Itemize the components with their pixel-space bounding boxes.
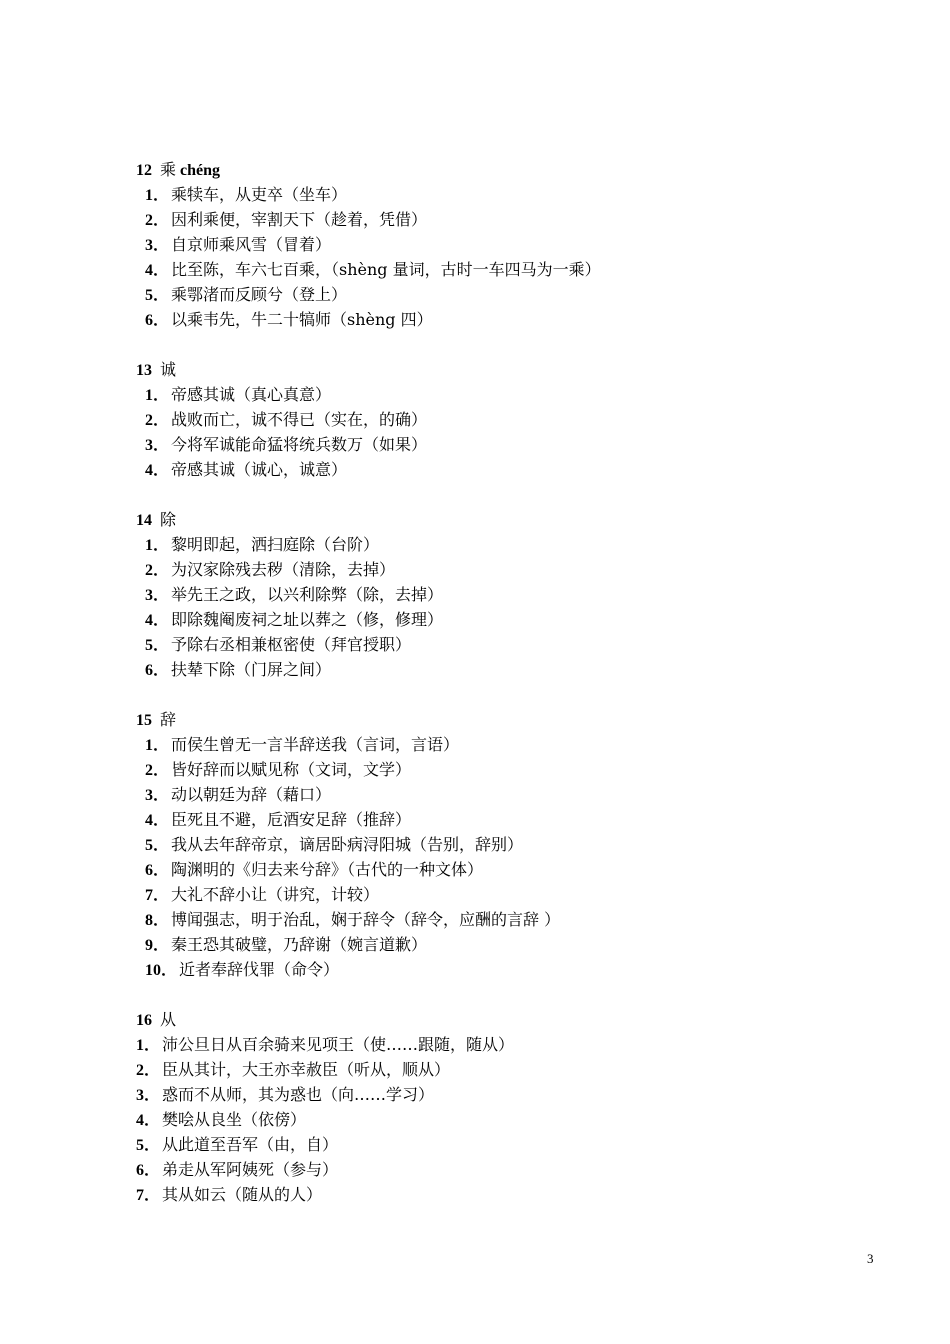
sense-list xyxy=(136,182,896,332)
sense-number: 10． xyxy=(145,962,178,979)
sense-number: 5． xyxy=(145,637,170,654)
sense-list xyxy=(136,382,896,482)
sense-number: 2． xyxy=(145,762,170,779)
sense-item xyxy=(136,457,896,482)
sense-text: 扶辇下除（门屏之间） xyxy=(171,660,332,679)
sense-item xyxy=(136,207,896,232)
sense-item xyxy=(136,1182,896,1207)
sense-item xyxy=(136,182,896,207)
sense-number: 3． xyxy=(145,787,170,804)
sense-item xyxy=(136,807,896,832)
sense-number: 2． xyxy=(145,212,170,229)
sense-item xyxy=(136,1082,896,1107)
sense-number: 9． xyxy=(145,937,170,954)
sense-number: 3． xyxy=(145,237,170,254)
sense-text: 近者奉辞伐罪（命令） xyxy=(179,960,340,979)
entry-heading xyxy=(136,707,896,732)
sense-item xyxy=(136,1107,896,1132)
sense-item xyxy=(136,1032,896,1057)
sense-number: 4． xyxy=(145,262,170,279)
sense-item xyxy=(136,732,896,757)
sense-text: 乘犊车，从吏卒（坐车） xyxy=(171,185,348,204)
sense-item xyxy=(136,782,896,807)
sense-number: 1． xyxy=(145,187,170,204)
sense-text: 帝感其诚（诚心，诚意） xyxy=(171,460,348,479)
sense-text: 从此道至吾军（由，自） xyxy=(162,1135,339,1154)
dictionary-entry xyxy=(136,1007,896,1207)
sense-text: 我从去年辞帝京，谪居卧病浔阳城（告别，辞别） xyxy=(171,835,524,854)
sense-text: 黎明即起，洒扫庭除（台阶） xyxy=(171,535,380,554)
entry-character: 乘 xyxy=(160,160,177,179)
sense-text: 比至陈，车六七百乘，（shèng 量词，古时一车四马为一乘） xyxy=(171,260,601,279)
sense-text: 而侯生曾无一言半辞送我（言词，言语） xyxy=(171,735,460,754)
sense-item xyxy=(136,757,896,782)
sense-number: 2． xyxy=(136,1062,161,1079)
sense-number: 8． xyxy=(145,912,170,929)
sense-number: 1． xyxy=(145,387,170,404)
sense-item xyxy=(136,957,896,982)
sense-text: 沛公旦日从百余骑来见项王（使……跟随，随从） xyxy=(162,1035,515,1054)
page-number: 3 xyxy=(867,1251,874,1266)
sense-item xyxy=(136,1157,896,1182)
sense-text: 弟走从军阿姨死（参与） xyxy=(162,1160,339,1179)
sense-number: 4． xyxy=(145,812,170,829)
sense-item xyxy=(136,382,896,407)
sense-text: 乘鄂渚而反顾兮（登上） xyxy=(171,285,348,304)
sense-text: 秦王恐其破璧，乃辞谢（婉言道歉） xyxy=(171,935,428,954)
sense-number: 2． xyxy=(145,412,170,429)
sense-text: 帝感其诚（真心真意） xyxy=(171,385,332,404)
sense-text: 博闻强志，明于治乱，娴于辞令（辞令，应酬的言辞 ） xyxy=(171,910,561,929)
entry-heading xyxy=(136,157,896,182)
sense-text: 予除右丞相兼枢密使（拜官授职） xyxy=(171,635,412,654)
sense-item xyxy=(136,907,896,932)
sense-item xyxy=(136,407,896,432)
entry-pinyin: chéng xyxy=(180,162,221,179)
sense-number: 5． xyxy=(145,287,170,304)
sense-text: 战败而亡，诚不得已（实在，的确） xyxy=(171,410,428,429)
sense-text: 因利乘便，宰割天下（趁着，凭借） xyxy=(171,210,428,229)
sense-text: 动以朝廷为辞（藉口） xyxy=(171,785,332,804)
dictionary-entry xyxy=(136,357,896,482)
sense-number: 1． xyxy=(145,737,170,754)
entry-heading xyxy=(136,507,896,532)
sense-text: 臣死且不避，卮酒安足辞（推辞） xyxy=(171,810,412,829)
sense-item xyxy=(136,557,896,582)
entry-character: 辞 xyxy=(160,710,177,729)
entry-number: 14 xyxy=(136,512,152,529)
sense-item xyxy=(136,932,896,957)
sense-text: 以乘韦先，牛二十犒师（shèng 四） xyxy=(171,310,433,329)
sense-text: 陶渊明的《归去来兮辞》（古代的一种文体） xyxy=(171,860,484,879)
sense-text: 大礼不辞小让（讲究，计较） xyxy=(171,885,380,904)
sense-item xyxy=(136,282,896,307)
sense-item xyxy=(136,232,896,257)
dictionary-entry xyxy=(136,157,896,332)
sense-number: 6． xyxy=(145,312,170,329)
sense-list xyxy=(136,532,896,682)
sense-text: 其从如云（随从的人） xyxy=(162,1185,323,1204)
sense-text: 自京师乘风雪（冒着） xyxy=(171,235,332,254)
sense-list xyxy=(136,732,896,982)
entry-character: 除 xyxy=(160,510,177,529)
sense-list xyxy=(136,1032,896,1207)
sense-number: 6． xyxy=(145,862,170,879)
sense-text: 惑而不从师，其为惑也（向……学习） xyxy=(162,1085,435,1104)
sense-text: 今将军诚能命猛将统兵数万（如果） xyxy=(171,435,428,454)
sense-item xyxy=(136,532,896,557)
sense-number: 3． xyxy=(136,1087,161,1104)
sense-number: 7． xyxy=(136,1187,161,1204)
sense-text: 为汉家除残去秽（清除，去掉） xyxy=(171,560,396,579)
sense-text: 樊哙从良坐（依傍） xyxy=(162,1110,307,1129)
entry-character: 诚 xyxy=(160,360,177,379)
sense-item xyxy=(136,1057,896,1082)
document-body xyxy=(136,157,896,1232)
sense-text: 即除魏阉废祠之址以葬之（修，修理） xyxy=(171,610,444,629)
sense-item xyxy=(136,882,896,907)
sense-number: 7． xyxy=(145,887,170,904)
sense-item xyxy=(136,657,896,682)
sense-text: 皆好辞而以赋见称（文词，文学） xyxy=(171,760,412,779)
entry-number: 15 xyxy=(136,712,152,729)
entry-number: 16 xyxy=(136,1012,152,1029)
sense-number: 1． xyxy=(145,537,170,554)
sense-number: 4． xyxy=(145,612,170,629)
sense-number: 6． xyxy=(136,1162,161,1179)
dictionary-entry xyxy=(136,507,896,682)
entry-character: 从 xyxy=(160,1010,177,1029)
sense-number: 2． xyxy=(145,562,170,579)
sense-item xyxy=(136,632,896,657)
sense-item xyxy=(136,857,896,882)
sense-number: 4． xyxy=(136,1112,161,1129)
sense-number: 3． xyxy=(145,437,170,454)
sense-item xyxy=(136,607,896,632)
sense-item xyxy=(136,582,896,607)
entry-number: 12 xyxy=(136,162,152,179)
sense-item xyxy=(136,432,896,457)
sense-number: 1． xyxy=(136,1037,161,1054)
sense-item xyxy=(136,307,896,332)
entry-number: 13 xyxy=(136,362,152,379)
sense-item xyxy=(136,1132,896,1157)
sense-item xyxy=(136,257,896,282)
sense-text: 臣从其计，大王亦幸赦臣（听从，顺从） xyxy=(162,1060,451,1079)
sense-text: 举先王之政，以兴利除弊（除，去掉） xyxy=(171,585,444,604)
entry-heading xyxy=(136,1007,896,1032)
sense-number: 6． xyxy=(145,662,170,679)
entry-heading xyxy=(136,357,896,382)
sense-number: 5． xyxy=(136,1137,161,1154)
sense-number: 5． xyxy=(145,837,170,854)
dictionary-entry xyxy=(136,707,896,982)
sense-number: 4． xyxy=(145,462,170,479)
sense-item xyxy=(136,832,896,857)
sense-number: 3． xyxy=(145,587,170,604)
